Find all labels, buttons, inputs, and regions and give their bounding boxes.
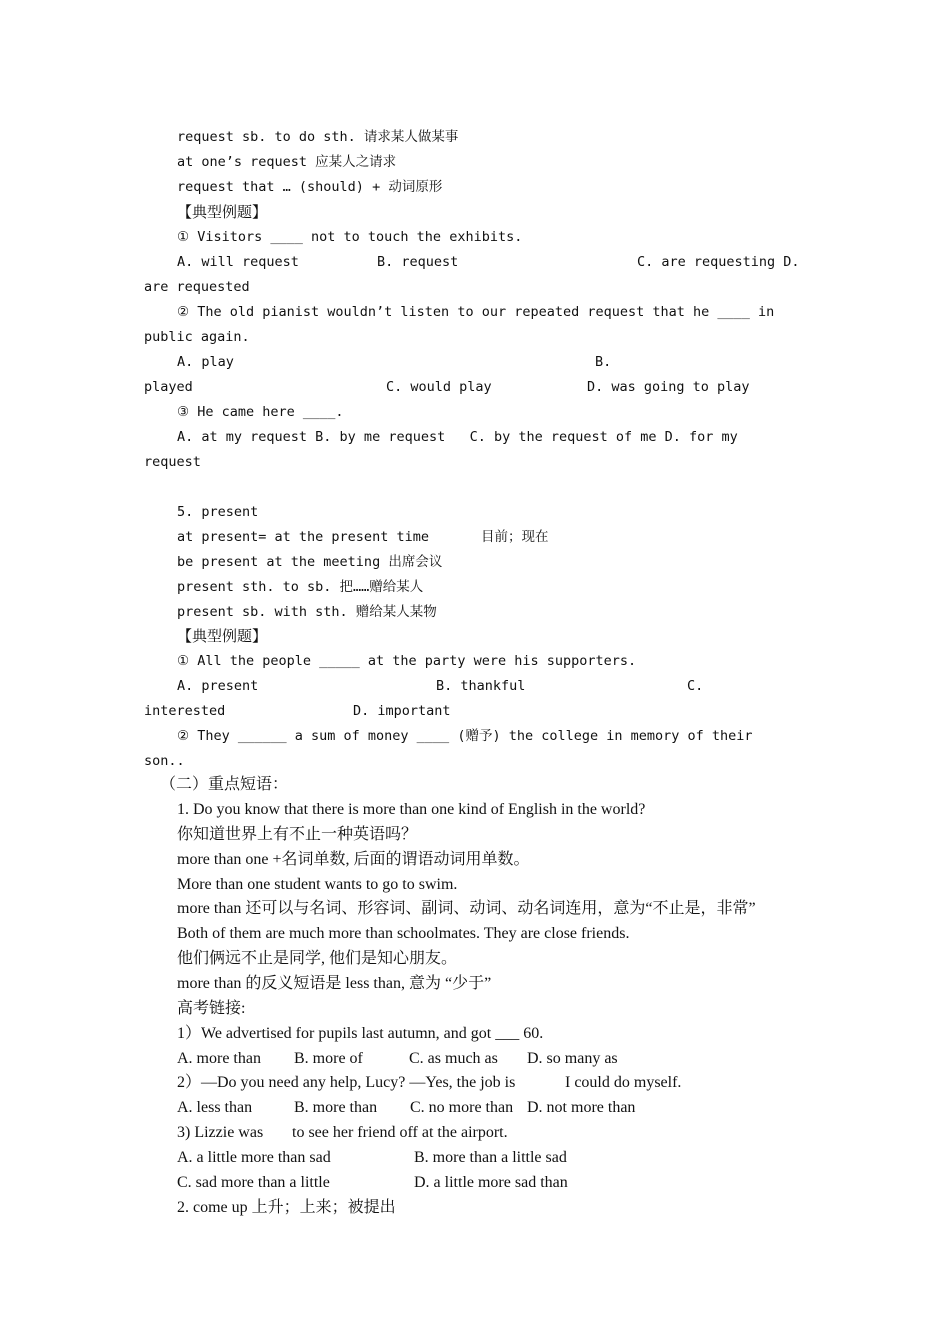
question-stem: 1）We advertised for pupils last autumn, and got ___ 60. (177, 1025, 544, 1042)
option-continuation: request (144, 454, 201, 470)
question-stem-end: I could do myself. (565, 1074, 682, 1091)
text-line: 他们俩远不止是同学, 他们是知心朋友。 (177, 950, 458, 967)
option-continuation: are requested (144, 279, 250, 295)
question-stem: 3) Lizzie was (177, 1124, 264, 1141)
text-line: 高考链接: (177, 1000, 246, 1017)
option-a: A. less than (177, 1099, 253, 1116)
section-title: 5. present (177, 504, 259, 520)
present-phrase-4: present sb. with sth. 赠给某人某物 (177, 604, 437, 620)
option-a: A. will request (177, 254, 299, 270)
text-line: more than one +名词单数, 后面的谓语动词用单数。 (177, 851, 530, 868)
text-line: more than 还可以与名词、形容词、副词、动词、动名词连用，意为“不止是，非常” (177, 900, 756, 917)
option-c-continuation: interested (144, 703, 226, 719)
text-line: More than one student wants to go to swim. (177, 876, 458, 893)
present-phrase-2: be present at the meeting 出席会议 (177, 554, 443, 570)
examples-heading: 【典型例题】 (177, 627, 268, 645)
section-heading: （二）重点短语： (160, 776, 289, 793)
text-line: more than 的反义短语是 less than, 意为 “少于” (177, 975, 492, 992)
option-d: D. important (353, 703, 451, 719)
request-phrase-2: at one’s request 应某人之请求 (177, 154, 397, 170)
option-b: B. more than (294, 1099, 378, 1116)
option-cd: C. are requesting D. (637, 254, 800, 270)
subsection-title: 2. come up 上升；上来；被提出 (177, 1199, 396, 1216)
option-c: C. would play (386, 379, 492, 395)
examples-heading: 【典型例题】 (177, 203, 268, 221)
question-stem: ① All the people _____ at the party were his supporters. (177, 653, 637, 669)
question-continuation: public again. (144, 329, 250, 345)
option-c: C. as much as (409, 1050, 498, 1067)
option-b: B. thankful (436, 678, 526, 694)
option-a: A. present (177, 678, 259, 694)
option-d: D. not more than (527, 1099, 636, 1116)
option-b: B. more of (294, 1050, 363, 1067)
option-b-continuation: played (144, 379, 193, 395)
question-stem-end: to see her friend off at the airport. (292, 1124, 508, 1141)
question-stem: ③ He came here ____. (177, 404, 344, 420)
option-d: D. was going to play (587, 379, 750, 395)
text-line: Both of them are much more than schoolmates. They are close friends. (177, 925, 630, 942)
option-b: B. (595, 354, 612, 370)
option-a: A. more than (177, 1050, 261, 1067)
question-continuation: son.. (144, 753, 185, 769)
question-stem: 2）—Do you need any help, Lucy? —Yes, the job is (177, 1074, 516, 1091)
option-b: B. more than a little sad (414, 1149, 567, 1166)
present-phrase-3: present sth. to sb. 把……赠给某人 (177, 579, 424, 595)
option-a: A. a little more than sad (177, 1149, 331, 1166)
present-phrase-1-meaning: 目前；现在 (481, 529, 549, 545)
option-c: C. no more than (410, 1099, 514, 1116)
request-phrase-1: request sb. to do sth. 请求某人做某事 (177, 129, 459, 145)
present-phrase-1: at present= at the present time (177, 529, 429, 545)
text-line: 1. Do you know that there is more than one kind of English in the world? (177, 801, 646, 818)
request-phrase-3: request that … (should) + 动词原形 (177, 179, 443, 195)
question-stem: ① Visitors ____ not to touch the exhibits. (177, 229, 523, 245)
options-line: A. at my request B. by me request C. by the request of me D. for my (177, 429, 738, 445)
question-stem: ② They ______ a sum of money ____ (赠予) the college in memory of their (177, 728, 753, 744)
question-stem: ② The old pianist wouldn’t listen to our repeated request that he ____ in (177, 304, 775, 320)
option-c: C. sad more than a little (177, 1174, 330, 1191)
text-line: 你知道世界上有不止一种英语吗？ (177, 826, 418, 843)
option-c: C. (687, 678, 704, 694)
option-b: B. request (377, 254, 459, 270)
option-d: D. so many as (527, 1050, 618, 1067)
option-a: A. play (177, 354, 234, 370)
option-d: D. a little more sad than (414, 1174, 568, 1191)
